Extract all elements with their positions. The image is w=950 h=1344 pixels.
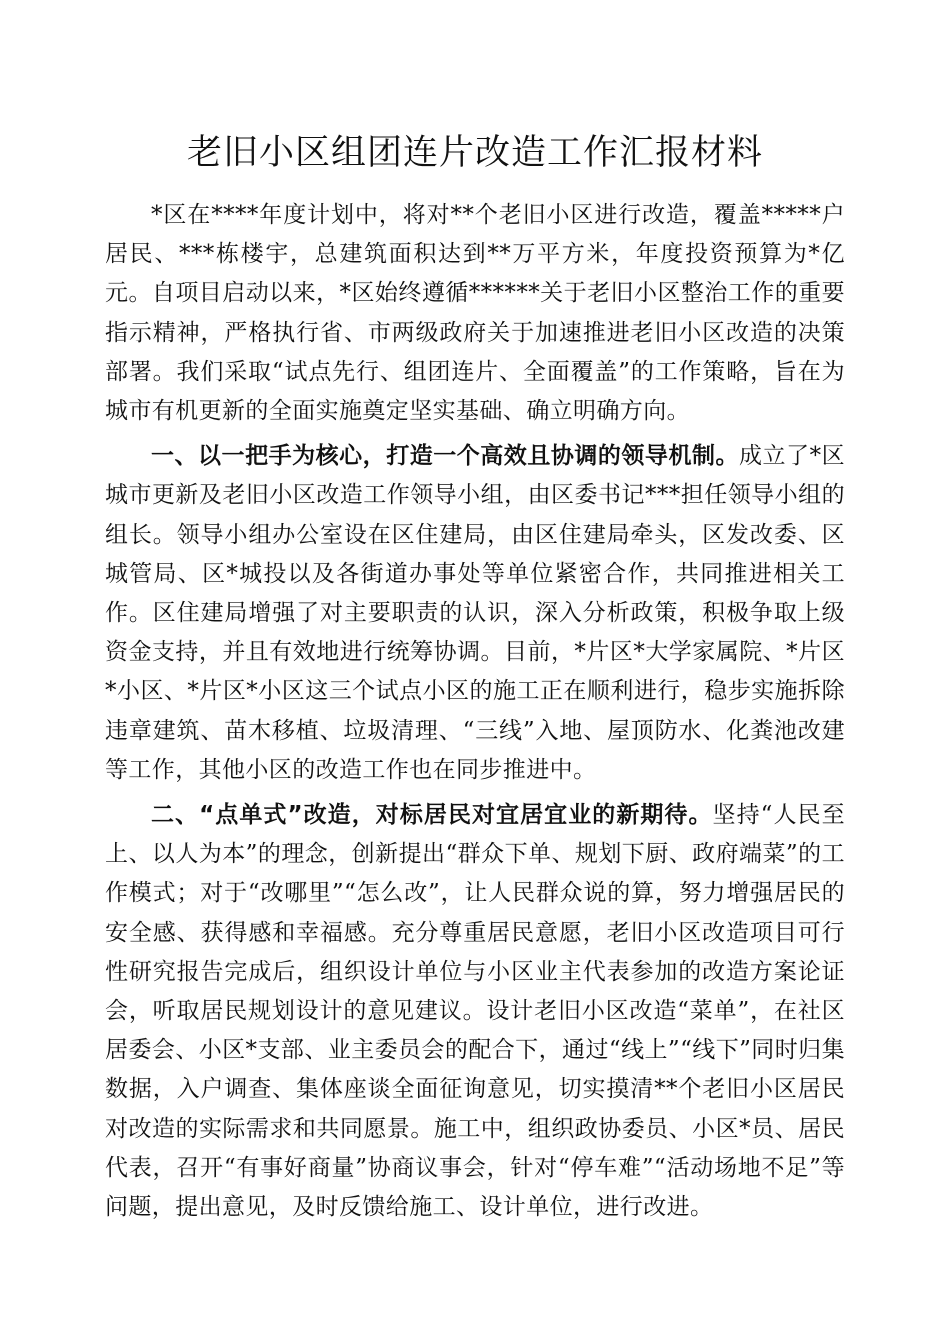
paragraph-text: 坚持“人民至上、以人为本”的理念，创新提出“群众下单、规划下厨、政府端菜”的工作模式；对于“改哪里”“怎么改”，让人民群众说的算，努力增强居民的安全感、获得感和幸福感。充分尊重居民意愿，老旧小区改造项目可行性研究报告完成后，组织设计单位与小区业主代表参加的改造方案论证会，听取居民规划设计的意见建议。设计老旧小区改造“菜单”，在社区居委会、小区*支部、业主委员会的配合下，通过“线上”“线下”同时归集数据，入户调查、集体座谈全面征询意见，切实摸清**个老旧小区居民对改造的实际需求和共同愿景。施工中，组织政协委员、小区*员、居民代表，召开“有事好商量”协商议事会，针对“停车难”“活动场地不足”等问题，提出意见，及时反馈给施工、设计单位，进行改进。 xyxy=(105,802,845,1221)
document-title: 老旧小区组团连片改造工作汇报材料 xyxy=(186,133,763,173)
section-heading: 二、“点单式”改造，对标居民对宜居宜业的新期待。 xyxy=(151,802,713,829)
section-heading: 一、以一把手为核心，打造一个高效且协调的领导机制。 xyxy=(151,443,740,470)
document-body xyxy=(105,196,845,1233)
paragraph-text: 成立了*区城市更新及老旧小区改造工作领导小组，由区委书记***担任领导小组的组长。领导小组办公室设在区住建局，由区住建局牵头，区发改委、区城管局、区*城投以及各街道办事处等单位紧密合作，共同推进相关工作。区住建局增强了对主要职责的认识，深入分析政策，积极争取上级资金支持，并且有效地进行统筹协调。目前，*片区*大学家属院、*片区*小区、*片区*小区这三个试点小区的施工正在顺利进行，稳步实施拆除违章建筑、苗木移植、垃圾清理、“三线”入地、屋顶防水、化粪池改建等工作，其他小区的改造工作也在同步推进中。 xyxy=(105,443,846,783)
paragraph-intro xyxy=(105,196,845,431)
paragraph-section-2 xyxy=(105,796,845,1227)
paragraph-text: *区在****年度计划中，将对**个老旧小区进行改造，覆盖*****户居民、***栋楼宇，总建筑面积达到**万平方米，年度投资预算为*亿元。自项目启动以来，*区始终遵循******关于老旧小区整治工作的重要指示精神，严格执行省、市两级政府关于加速推进老旧小区改造的决策部署。我们采取“试点先行、组团连片、全面覆盖”的工作策略，旨在为城市有机更新的全面实施奠定坚实基础、确立明确方向。 xyxy=(105,202,845,425)
paragraph-section-1 xyxy=(105,437,845,790)
